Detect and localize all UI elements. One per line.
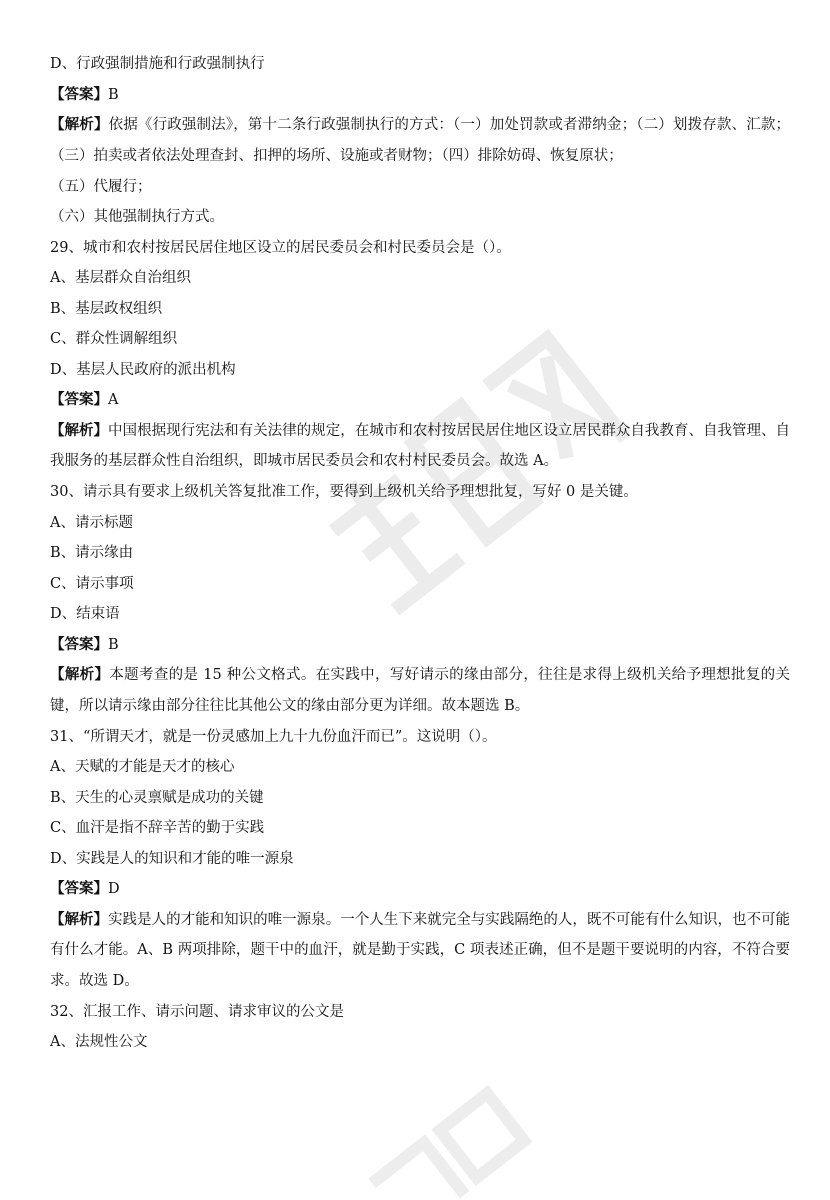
option-c: C、请示事项 xyxy=(50,575,134,592)
answer-value: B xyxy=(108,86,119,103)
explanation-label: 【解析】 xyxy=(50,116,109,133)
question-30: 30、请示具有要求上级机关答复批准工作，要得到上级机关给予理想批复，写好 0 是关键。 xyxy=(50,484,638,500)
explanation-text: 中国根据现行宪法和有关法律的规定，在城市和农村按居民居住地区设立居民群众自我教育、自我管理、自我服务的基层群众性自治组织，即城市居民委员会和农村村民委员会。故选 A。 xyxy=(50,422,791,469)
explanation-text: 实践是人的才能和知识的唯一源泉。一个人生下来就完全与实践隔绝的人，既不可能有什么知识，也不可能有什么才能。A、B 两项排除，题干中的血汗，就是勤于实践，C 项表述正确，但不是题干要说明的内容，不符合要求。故选 D。 xyxy=(50,911,791,989)
answer-value: D xyxy=(108,881,120,897)
option-c: C、群众性调解组织 xyxy=(50,331,178,347)
answer-value: B xyxy=(108,636,119,653)
option-a: A、天赋的才能是天才的核心 xyxy=(50,759,235,775)
explanation-paragraph xyxy=(50,416,790,477)
option-line: D、行政强制措施和行政强制执行 xyxy=(50,56,265,72)
question-32: 32、汇报工作、请示问题、请求审议的公文是 xyxy=(50,1003,344,1020)
option-b: B、请示缘由 xyxy=(50,545,134,561)
answer-label: 【答案】 xyxy=(50,880,108,897)
question-31: 31、“所谓天才，就是一份灵感加上九十九份血汗而已”。这说明（）。 xyxy=(50,728,497,745)
document-page xyxy=(50,54,790,1063)
explanation-text: 依据《行政强制法》，第十二条行政强制执行的方式：（一）加处罚款或者滞纳金；（二）划拨存款、汇款；（三）拍卖或者依法处理查封、扣押的场所、设施或者财物；（四）排除妨碍、恢复原状； xyxy=(50,117,790,164)
option-b: B、基层政权组织 xyxy=(50,300,163,317)
option-a: A、基层群众自治组织 xyxy=(50,270,191,286)
option-d: D、基层人民政府的派出机构 xyxy=(50,361,236,378)
answer-line xyxy=(50,635,790,655)
explanation-text: 本题考查的是 15 种公文格式。在实践中，写好请示的缘由部分，往往是求得上级机关给予理想批复的关键，所以请示缘由部分往往比其他公文的缘由部分更为详细。故本题选 B。 xyxy=(50,667,791,714)
explanation-line: （五）代履行； xyxy=(50,178,152,195)
answer-value: A xyxy=(108,392,119,408)
option-a: A、法规性公文 xyxy=(50,1034,148,1050)
question-29: 29、城市和农村按居民居住地区设立的居民委员会和村民委员会是（）。 xyxy=(50,239,511,256)
explanation-line: （六）其他强制执行方式。 xyxy=(50,209,224,225)
explanation-label: 【解析】 xyxy=(50,421,109,439)
option-d: D、结束语 xyxy=(50,606,120,622)
option-a: A、请示标题 xyxy=(50,514,133,531)
watermark-graphic-bottom xyxy=(330,1080,590,1200)
explanation-paragraph xyxy=(50,905,790,997)
option-c: C、血汗是指不辞辛苦的勤于实践 xyxy=(50,820,265,836)
answer-label: 【答案】 xyxy=(50,391,108,408)
explanation-label: 【解析】 xyxy=(50,910,109,928)
option-b: B、天生的心灵禀赋是成功的关键 xyxy=(50,789,264,806)
answer-line xyxy=(50,390,790,410)
answer-label: 【答案】 xyxy=(50,635,108,653)
option-d: D、实践是人的知识和才能的唯一源泉 xyxy=(50,850,294,867)
explanation-paragraph xyxy=(50,110,790,171)
answer-label: 【答案】 xyxy=(50,85,108,103)
explanation-label: 【解析】 xyxy=(50,666,110,683)
answer-line xyxy=(50,879,790,899)
explanation-paragraph xyxy=(50,660,790,721)
answer-line xyxy=(50,85,790,105)
